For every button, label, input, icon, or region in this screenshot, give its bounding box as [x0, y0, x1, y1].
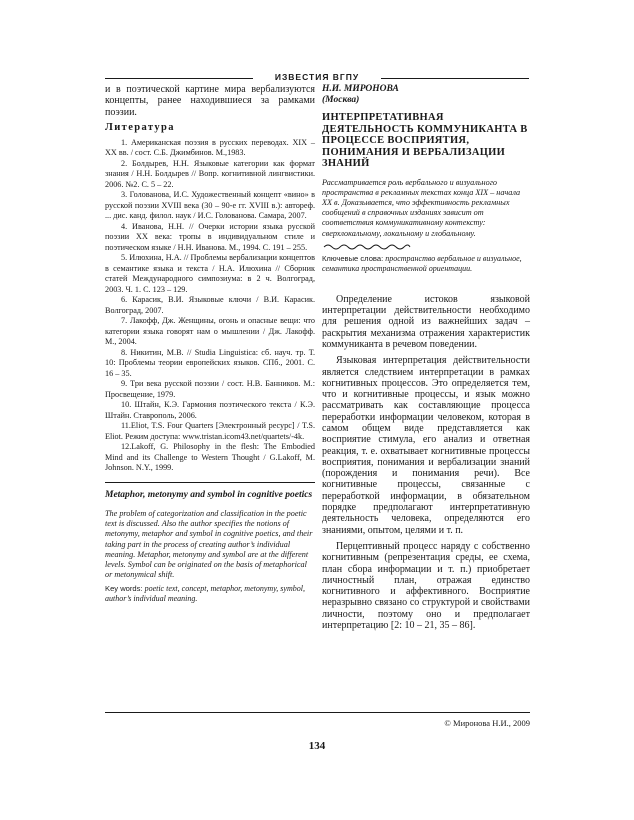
reference-item: 12.Lakoff, G. Philosophy in the flesh: The Embodied Mind and its Challenge to Western Thought / G.Lakoff, M. Johnson. N.Y., 1999.: [105, 442, 315, 473]
reference-list: [105, 138, 315, 474]
body-paragraph: Определение истоков языковой интерпретации действительности необходимо для решения одной из важнейших задач – раскрытия механизма отражения характеристик коммуниканта в речевом поведении.: [322, 293, 530, 350]
author-city: (Москва): [322, 95, 360, 105]
english-keywords: [105, 584, 315, 604]
russian-keywords: [322, 254, 530, 274]
russian-keywords-label: Ключевые слова:: [322, 253, 384, 263]
body-paragraph: Перцептивный процесс наряду с собственно когнитивным (репрезентация среды, ее схема, план сбора информации и т. п.) приобретает личностный план, отражая единство когнитивного и аффективного. Восприятие неразрывно связано со структурой и свойствами личности, поэтому оно и предполагает интерпретацию [2: 10 – 21, 35 – 86].: [322, 540, 530, 632]
reference-item: 10. Штайн, К.Э. Гармония поэтического текста / К.Э. Штайн. Ставрополь, 2006.: [105, 400, 315, 420]
english-abstract: The problem of categorization and classification in the poetic text is discussed. Also the author specifies the notions of metonymy, metaphor and symbol in cognitive poetics, and their taking part in the process of creating author’s individual meaning. Metaphor, metonymy and symbol are at the different levels. Symbol can be originated on the basis of metaphorical or metonymical shift.: [105, 508, 313, 580]
section-divider: [105, 482, 315, 483]
reference-item: 8. Никитин, М.В. // Studia Linguistica: сб. науч. тр. Т. 10: Проблемы теории европейских языков. СПб., 2001. С. 16 – 35.: [105, 347, 315, 378]
reference-item: 11.Eliot, T.S. Four Quarters [Электронный ресурс] / T.S. Eliot. Режим доступа: www.tristan.icom43.net/quartets/-4k.: [105, 421, 315, 441]
reference-item: 9. Три века русской поэзии / сост. Н.В. Банников. М.: Просвещение, 1979.: [105, 379, 315, 399]
reference-item: 4. Иванова, Н.Н. // Очерки истории языка русской поэзии XX века: тропы в индивидуальном стиле и поэтическом языке / Н.Н. Иванова. М., 1994. С. 191 – 255.: [105, 221, 315, 252]
reference-item: 2. Болдырев, Н.Н. Языковые категории как формат знания / Н.Н. Болдырев // Вопр. когнитивной лингвистики. 2006. №2. С. 5 – 22.: [105, 158, 315, 189]
russian-keywords-value: пространство вербальное и визуальное, семантика пространственной ориентации.: [322, 253, 522, 273]
journal-title: ИЗВЕСТИЯ ВГПУ: [274, 72, 360, 82]
lead-paragraph: и в поэтической картине мира вербализуются концепты, ранее находившиеся за рамками поэзии.: [105, 84, 315, 118]
russian-abstract: Рассматривается роль вербального и визуального пространства в рекламных текстах конца XIX – начала XX в. Доказывается, что эффективность рекламных сообщений в справочных изданиях зависит от соответствия коммуникативному контексту: сверхлокальному, локальному и глобальному.: [322, 177, 521, 238]
english-keywords-value: poetic text, concept, metaphor, metonymy, symbol, author’s individual meaning.: [105, 584, 305, 604]
literature-heading: Литература: [105, 121, 175, 133]
copyright-notice: © Миронова Н.И., 2009: [444, 718, 530, 728]
article-body: [322, 294, 530, 632]
english-keywords-label: Key words:: [105, 584, 143, 594]
left-column: [105, 84, 315, 604]
page-number: 134: [308, 740, 326, 752]
reference-item: 3. Голованова, И.С. Художественный концепт «вино» в русской поэзии XVIII века (30 – 90-е гг. XVIII в.): автореф. ... дис. канд. филол. наук / И.С. Голованова. Самара, 2007.: [105, 190, 315, 221]
footer-rule: [105, 712, 530, 713]
reference-item: 7. Лакофф, Дж. Женщины, огонь и опасные вещи: что категории языка говорят нам о мышлении / Дж. Лакофф. М., 2004.: [105, 316, 315, 347]
wave-ornament: [322, 243, 412, 251]
reference-item: 6. Карасик, В.И. Языковые ключи / В.И. Карасик. Волгоград, 2007.: [105, 295, 315, 315]
reference-item: 5. Илюхина, Н.А. // Проблемы вербализации концептов в семантике языка и текста / Н.А. Илюхина // Сборник статей Международного симпозиума: в 2 ч. Волгоград, 2003. Ч. 1. С. 123 – 129.: [105, 253, 315, 294]
header-rule-right: [381, 78, 529, 79]
running-header: [105, 72, 529, 84]
right-column: [322, 84, 530, 636]
body-paragraph: Языковая интерпретация действительности является следствием интерпретации в рамках когнитивных процессов. Это определяется тем, что и когнитивные процессы, и язык можно рассматривать как составляющие процесса переработки информации человеком, которая в самом общем виде представляется как восприятие стимула, его анализ и ответная реакция, т. е. охватывает когнитивные процессы восприятия, понимания и вербализации знаний (порождения и понимания речи). Все когнитивные процессы, связанные с переработкой информации, в обязательном порядке предполагают интерпретативную деятельность человека, определяются его знаниями, опытом, целями и т. п.: [322, 355, 530, 536]
english-article-title: Metaphor, metonymy and symbol in cognitive poetics: [105, 489, 313, 500]
reference-item: 1. Американская поэзия в русских переводах. XIX – XX вв. / сост. С.Б. Джимбинов. М.,1983.: [105, 137, 315, 158]
article-title: ИНТЕРПРЕТАТИВНАЯ ДЕЯТЕЛЬНОСТЬ КОММУНИКАНТА В ПРОЦЕССЕ ВОСПРИЯТИЯ, ПОНИМАНИЯ И ВЕРБАЛИЗАЦИИ ЗНАНИЙ: [322, 112, 528, 169]
author-name: Н.И. МИРОНОВА: [322, 84, 399, 94]
